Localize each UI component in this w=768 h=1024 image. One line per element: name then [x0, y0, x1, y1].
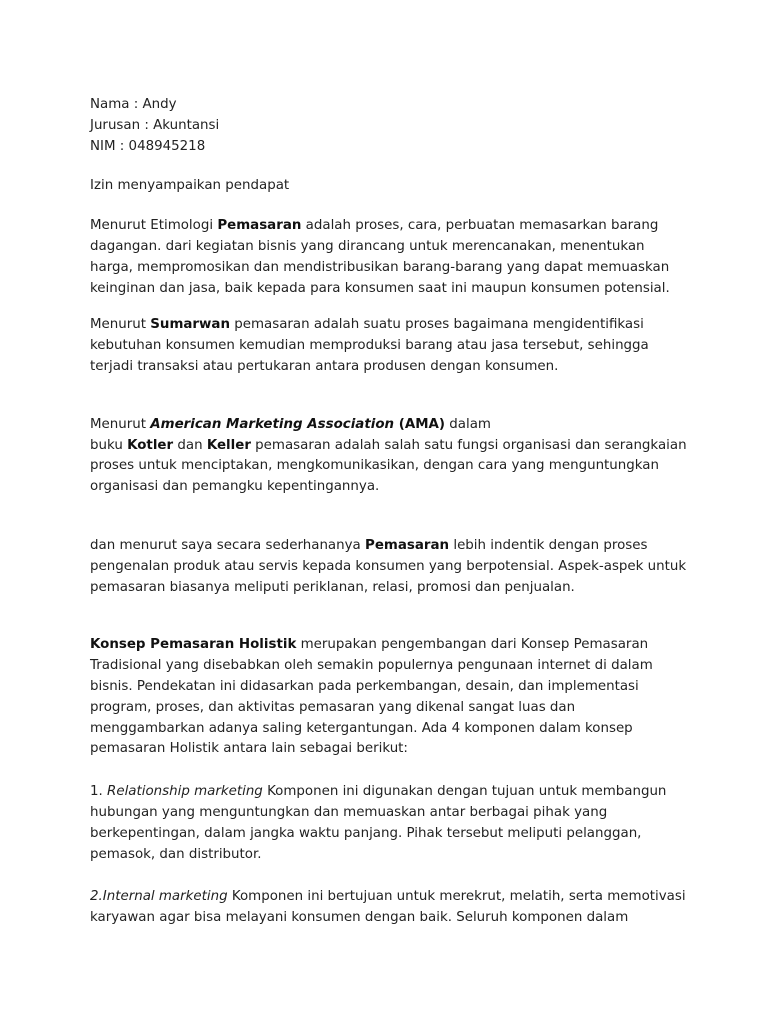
student-name: Nama : Andy [90, 97, 177, 112]
paragraph-holistik: Konsep Pemasaran Holistik merupakan pengembangan dari Konsep Pemasaran Tradisional yang disebabkan oleh semakin populernya pengunaan internet di dalam bisnis. Pendekatan ini didasarkan pada perkembangan, desain, dan implementasi program, proses, dan aktivitas pemasaran yang dikenal sangat luas dan menggambarkan adanya saling ketergantungan. Ada 4 komponen dalam konsep pemasaran Holistik antara lain sebagai berikut: [90, 637, 653, 757]
list-item-1: 1. Relationship marketing Komponen ini digunakan dengan tujuan untuk membangun hubungan yang menguntungkan dan memuaskan antar berbagai pihak yang berkepentingan, dalam jangka waktu panjang. Pihak tersebut meliputi pelanggan, pemasok, dan distributor. [90, 784, 667, 862]
term-relationship-marketing: Relationship marketing [107, 784, 263, 800]
intro-text: Izin menyampaikan pendapat [90, 178, 290, 194]
paragraph-opini: dan menurut saya secara sederhananya Pemasaran lebih indentik dengan proses pengenalan produk atau servis kepada konsumen yang berpotensial. Aspek-aspek untuk pemasaran biasanya meliputi periklanan, relasi, promosi dan penjualan. [90, 537, 687, 595]
identity-block [90, 95, 678, 157]
paragraph-ama: Menurut American Marketing Association (AMA) dalam buku Kotler dan Keller pemasaran adalah salah satu fungsi organisasi dan serangkaian proses untuk menciptakan, mengkomunikasikan, dengan cara yang menguntungkan organisasi dan pemangku kepentingannya. [90, 416, 687, 495]
term-internal-marketing: 2.Internal marketing [90, 889, 228, 905]
term-holistik: Konsep Pemasaran Holistik [90, 637, 297, 653]
term-kotler: Kotler [127, 437, 174, 453]
list-item-2: 2.Internal marketing Komponen ini bertujuan untuk merekrut, melatih, serta memotivasi karyawan agar bisa melayani konsumen dengan baik. Seluruh komponen dalam [90, 889, 686, 926]
paragraph-sumarwan: Menurut Sumarwan pemasaran adalah suatu proses bagaimana mengidentifikasi kebutuhan konsumen kemudian memproduksi barang atau jasa tersebut, sehingga terjadi transaksi atau pertukaran antara produsen dengan konsumen. [90, 317, 649, 374]
term-pemasaran-2: Pemasaran [365, 537, 450, 553]
term-keller: Keller [206, 437, 251, 453]
term-pemasaran: Pemasaran [217, 218, 302, 234]
student-nim: NIM : 048945218 [90, 138, 206, 154]
student-major: Jurusan : Akuntansi [90, 117, 220, 133]
term-sumarwan: Sumarwan [150, 317, 230, 333]
term-ama: American Marketing Association [150, 416, 395, 432]
paragraph-etimologi: Menurut Etimologi Pemasaran adalah proses, cara, perbuatan memasarkan barang dagangan. dari kegiatan bisnis yang dirancang untuk merencanakan, menentukan harga, mempromosikan dan mendistribusikan barang-barang yang dapat memuaskan keinginan dan jasa, baik kepada para konsumen saat ini maupun konsumen potensial. [90, 218, 670, 296]
